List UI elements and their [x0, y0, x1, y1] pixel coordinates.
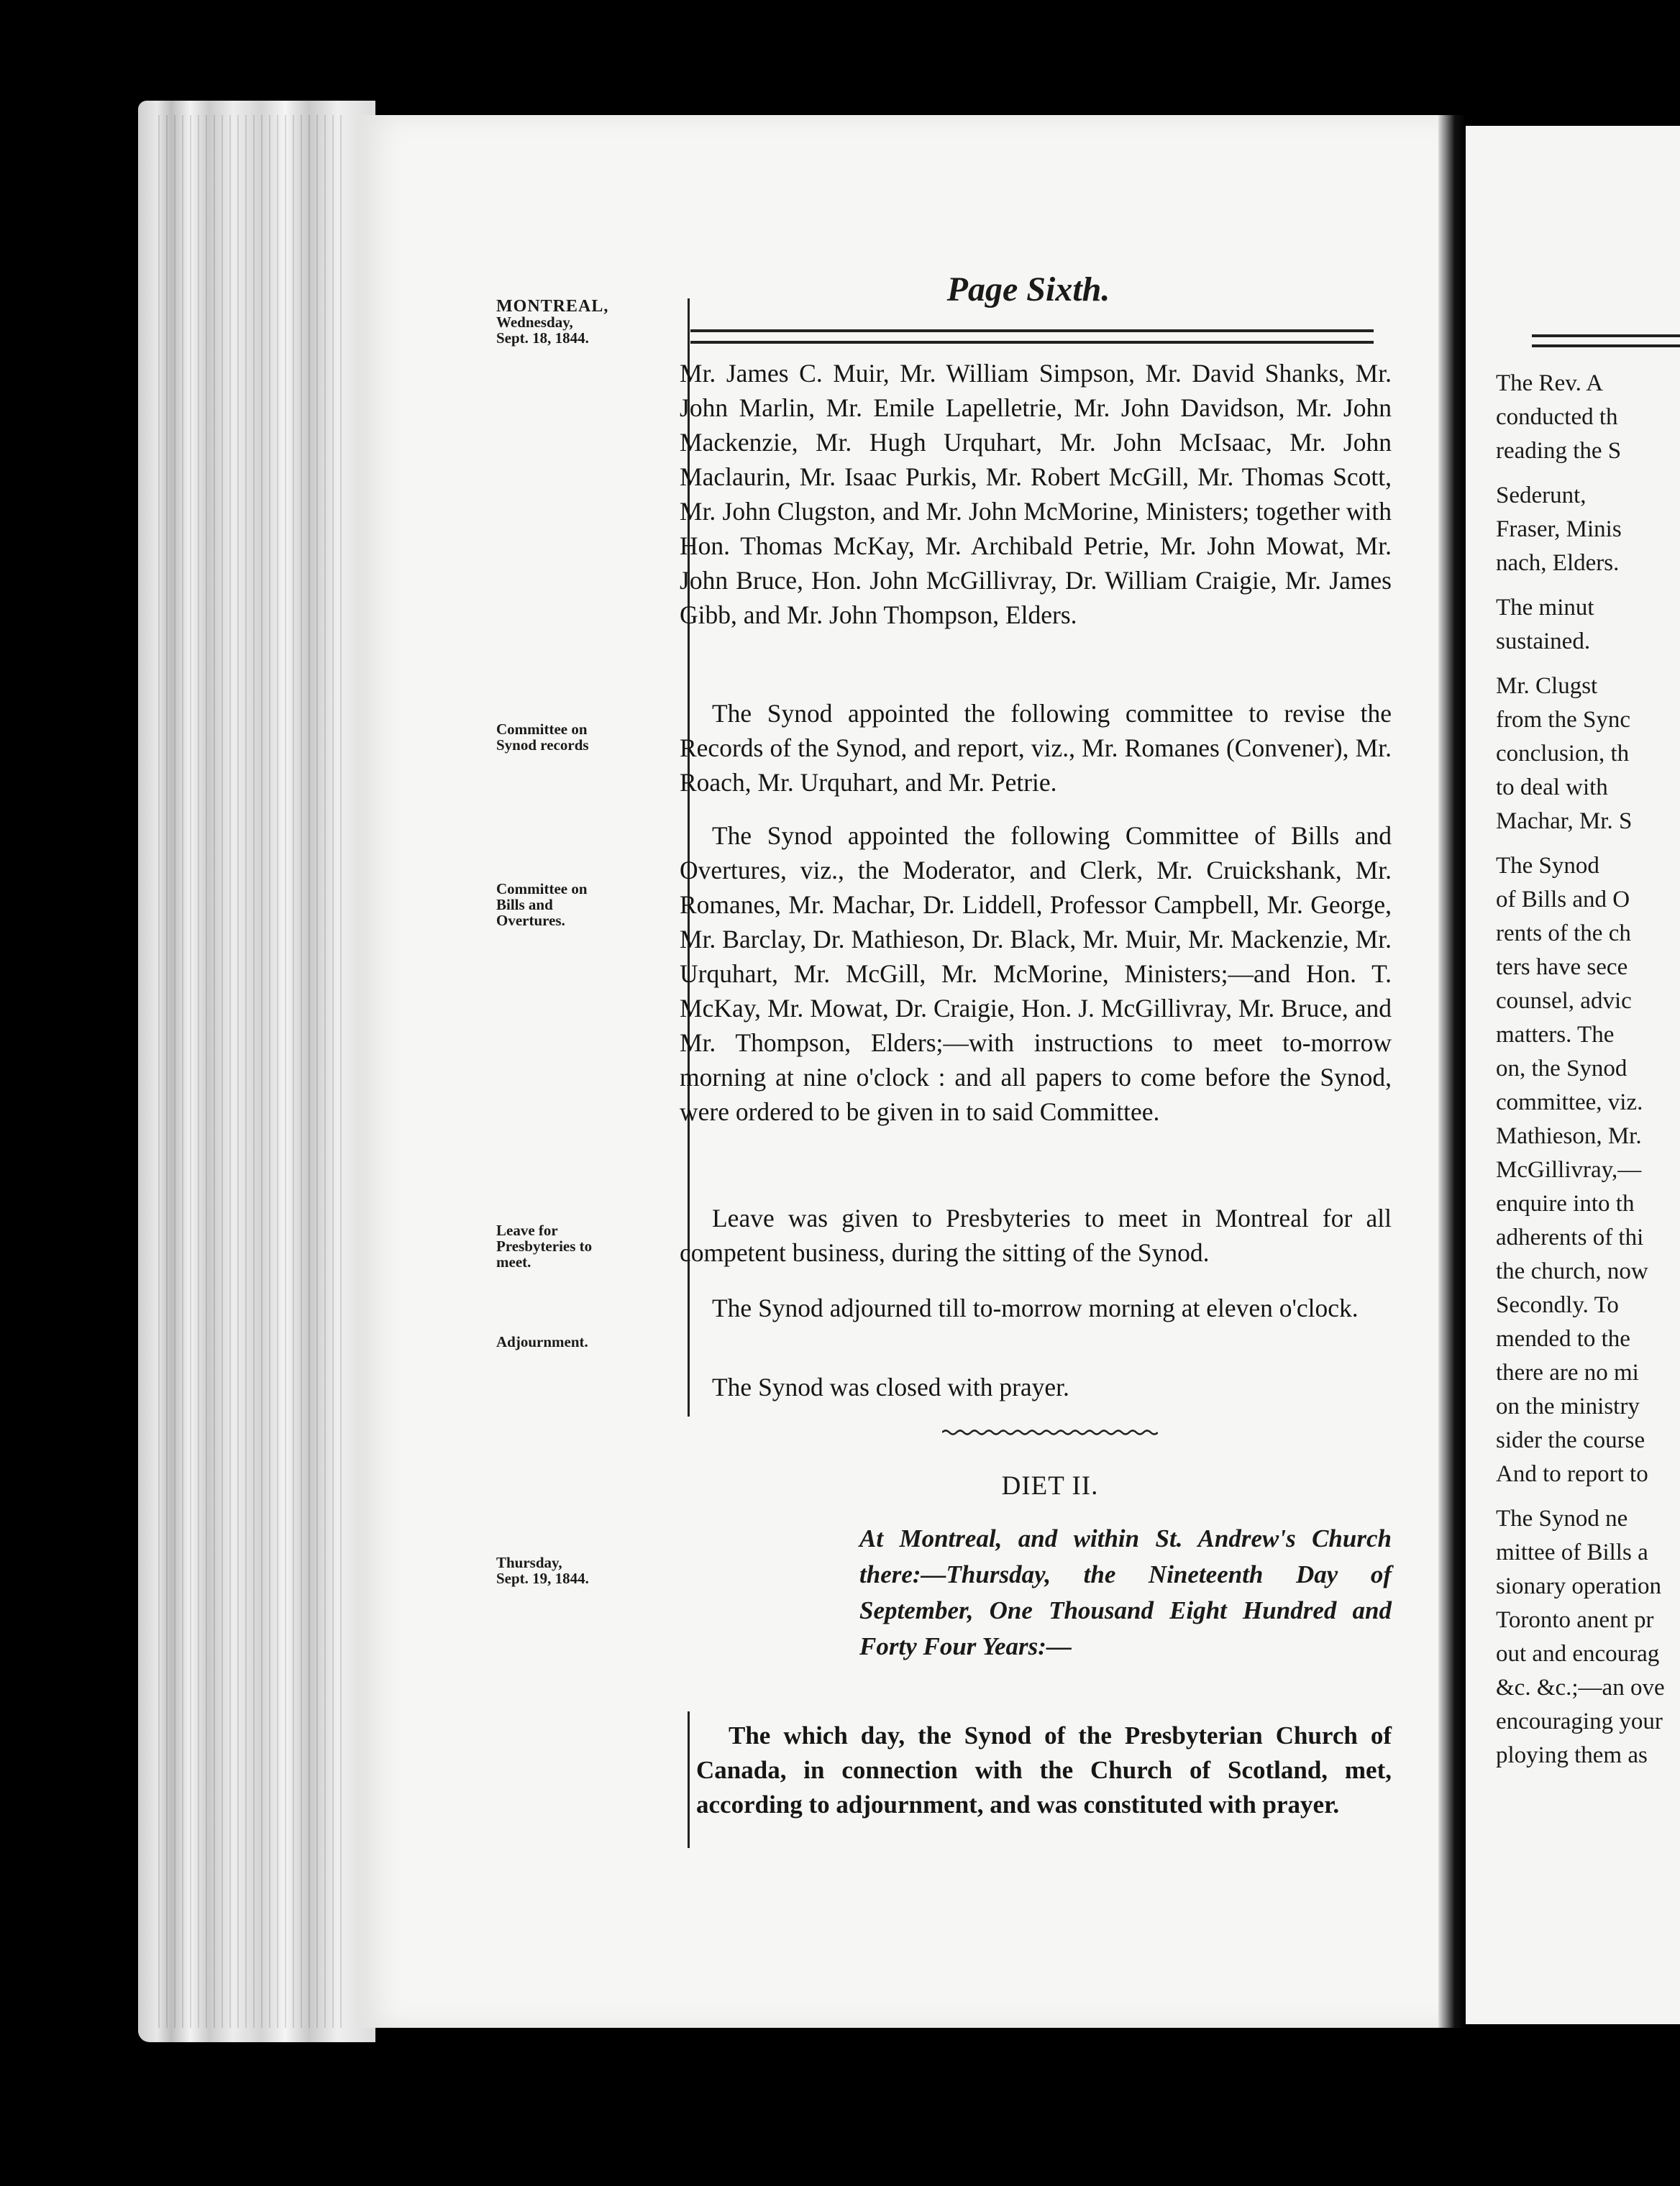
margin-note-date-thursday	[496, 1555, 669, 1586]
right-page-line: sionary operation	[1496, 1573, 1662, 1599]
right-page-line: there are no mi	[1496, 1360, 1639, 1386]
margin-note-line: Sept. 19, 1844.	[496, 1570, 589, 1587]
right-page-line: adherents of thi	[1496, 1225, 1644, 1250]
right-page-line: the church, now	[1496, 1258, 1648, 1284]
right-page-line: matters. The	[1496, 1022, 1615, 1048]
margin-note-bills-overtures	[496, 881, 669, 928]
margin-note-line: Sept. 18, 1844.	[496, 329, 589, 347]
paragraph-text: Leave was given to Presbyteries to meet in Montreal for all competent business, during the sitting of the Synod.	[680, 1204, 1392, 1267]
paragraph-text: The Synod appointed the following Committee of Bills and Overtures, viz., the Moderator, and Clerk, Mr. Cruickshank, Mr. Romanes, Mr. Machar, Dr. Liddell, Professor Campbell, Mr. George, Mr. Barclay, Dr. Mathieson, Dr. Black, Mr. Muir, Mr. Mackenzie, Mr. Urquhart, Mr. McGill, Mr. McMorine, Ministers;—and Hon. T. McKay, Mr. Mowat, Dr. Craigie, Hon. J. McGillivray, Mr. Bruce, and Mr. Thompson, Elders;—with instructions to meet to-morrow morning at nine o'clock : and all papers to come before the Synod, were ordered to be given in to said Committee.	[680, 821, 1392, 1126]
margin-note-adjournment	[496, 1334, 669, 1350]
right-page-line: The Synod	[1496, 853, 1599, 879]
margin-note-date-wednesday	[496, 298, 669, 346]
page-title: Page Sixth.	[946, 270, 1110, 308]
right-page-line: reading the S	[1496, 438, 1622, 464]
wavy-divider	[942, 1427, 1158, 1437]
right-page-line: Mathieson, Mr.	[1496, 1123, 1642, 1149]
margin-note-line: meet.	[496, 1253, 531, 1271]
paragraph-text: Mr. James C. Muir, Mr. William Simpson, Mr. David Shanks, Mr. John Marlin, Mr. Emile Lapelletrie, Mr. John Davidson, Mr. John Mackenzie, Mr. Hugh Urquhart, Mr. John McIsaac, Mr. John Maclaurin, Mr. Isaac Purkis, Mr. Robert McGill, Mr. Thomas Scott, Mr. John Clugston, and Mr. John McMorine, Ministers; together with Hon. Thomas McKay, Mr. Archibald Petrie, Mr. John Mowat, Mr. John Bruce, Hon. John McGillivray, Dr. William Craigie, Mr. James Gibb, and Mr. John Thompson, Elders.	[680, 359, 1392, 629]
right-page-line: McGillivray,—	[1496, 1157, 1642, 1183]
margin-note-line: Bills and	[496, 896, 553, 913]
paragraph-bills-committee	[680, 818, 1392, 1129]
vertical-rule	[688, 1711, 690, 1848]
right-page-line: Fraser, Minis	[1496, 516, 1622, 542]
paragraph-text: The Synod adjourned till to-morrow morning at eleven o'clock.	[712, 1294, 1359, 1322]
right-page-line: sider the course	[1496, 1427, 1645, 1453]
right-page-line: rents of the ch	[1496, 920, 1631, 946]
title-double-rule	[690, 329, 1374, 344]
paragraph-leave	[680, 1201, 1392, 1270]
margin-note-line: MONTREAL,	[496, 297, 609, 316]
book-gutter	[1438, 115, 1466, 2028]
right-page-rule	[1532, 334, 1680, 347]
right-page-line: out and encourag	[1496, 1641, 1660, 1667]
margin-note-line: Committee on	[496, 880, 588, 897]
right-page-line: mittee of Bills a	[1496, 1540, 1648, 1565]
right-page-line: on, the Synod	[1496, 1056, 1628, 1081]
paragraph-closed	[680, 1370, 1392, 1404]
paragraph-records-committee	[680, 696, 1392, 800]
right-page-line: And to report to	[1496, 1461, 1648, 1487]
margin-note-line: Presbyteries to	[496, 1238, 593, 1255]
paragraph-text: The which day, the Synod of the Presbyterian Church of Canada, in connection with the Church of Scotland, met, according to adjournment, and was constituted with prayer.	[696, 1721, 1392, 1819]
right-page-line: committee, viz.	[1496, 1089, 1643, 1115]
right-page-line: counsel, advic	[1496, 988, 1632, 1014]
diet-heading: DIET II.	[1001, 1471, 1099, 1501]
right-page-line: enquire into th	[1496, 1191, 1635, 1217]
right-page-line: Sederunt,	[1496, 483, 1587, 508]
margin-note-line: Adjournment.	[496, 1333, 588, 1350]
right-page-line: The Rev. A	[1496, 370, 1604, 396]
paragraph-text: The Synod was closed with prayer.	[712, 1373, 1069, 1401]
right-page-line: of Bills and O	[1496, 887, 1630, 913]
right-page-line: ploying them as	[1496, 1742, 1648, 1768]
right-page-line: encouraging your	[1496, 1709, 1663, 1734]
right-page-line: The minut	[1496, 595, 1594, 621]
right-page-line: sustained.	[1496, 628, 1591, 654]
page-edge-lines	[158, 115, 345, 2028]
margin-note-line: Overtures.	[496, 912, 565, 929]
right-page-line: conclusion, th	[1496, 741, 1630, 767]
right-page-line: nach, Elders.	[1496, 550, 1620, 576]
right-page-line: Secondly. To	[1496, 1292, 1619, 1318]
margin-note-line: Leave for	[496, 1222, 558, 1239]
margin-note-synod-records	[496, 721, 669, 753]
right-page-line: ters have sece	[1496, 954, 1628, 980]
margin-note-line: Committee on	[496, 721, 588, 738]
paragraph-text: The Synod appointed the following committee to revise the Records of the Synod, and report, viz., Mr. Romanes (Convener), Mr. Roach, Mr. Urquhart, and Mr. Petrie.	[680, 699, 1392, 797]
paragraph-sederunt	[680, 356, 1392, 632]
diet-place-date: At Montreal, and within St. Andrew's Church there:—Thursday, the Nineteenth Day of September, One Thousand Eight Hundred and Forty Four Years:—	[859, 1524, 1392, 1660]
right-page-line: Machar, Mr. S	[1496, 808, 1633, 834]
margin-note-line: Wednesday,	[496, 314, 573, 331]
right-page-line: The Synod ne	[1496, 1506, 1628, 1532]
right-page-line: mended to the	[1496, 1326, 1630, 1352]
right-page-line: to deal with	[1496, 774, 1608, 800]
right-page-line: from the Sync	[1496, 707, 1630, 733]
right-page-line: conducted th	[1496, 404, 1618, 430]
right-page-line: &c. &c.;—an ove	[1496, 1675, 1665, 1701]
right-page-line: Toronto anent pr	[1496, 1607, 1654, 1633]
right-page-line: Mr. Clugst	[1496, 673, 1598, 699]
margin-note-leave-presbyteries	[496, 1222, 669, 1270]
paragraph-adjourn	[680, 1291, 1392, 1325]
margin-note-line: Thursday,	[496, 1554, 562, 1571]
right-page-line: on the ministry	[1496, 1394, 1640, 1419]
diet-opening-paragraph	[696, 1719, 1392, 1822]
margin-note-line: Synod records	[496, 736, 589, 754]
